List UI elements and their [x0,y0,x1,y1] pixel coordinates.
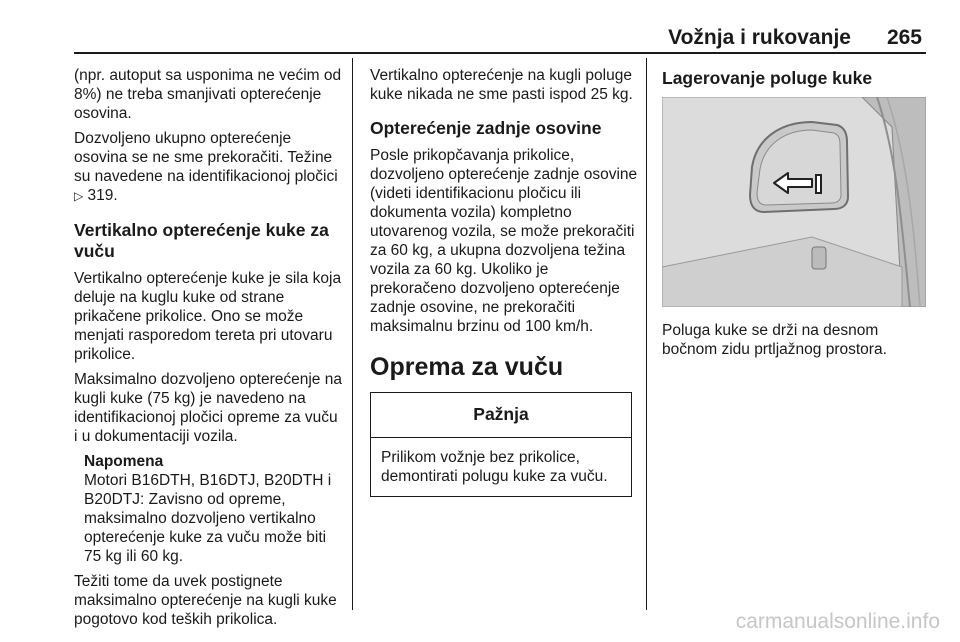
header-rule [74,52,926,54]
column-divider-2 [646,58,647,610]
triangle-arrow-icon: ▷ [74,189,84,203]
page-number: 265 [886,26,922,49]
note-title: Napomena [84,453,164,470]
watermark: carmanualsonline.info [735,610,940,633]
caution-box [370,392,632,497]
column-1 [74,66,342,635]
column-3 [662,66,928,365]
note-text: Motori B16DTH, B16DTJ, B20DTH i B20DTJ: Zavisno od opreme, maksimalno dozvoljeno vertikalno opterećenje kuke za vuču može biti 75 kg ili 60 kg. [84,472,332,565]
heading-storage: Lagerovanje poluge kuke [662,68,873,88]
section-title: Vožnja i rukovanje [668,26,851,49]
heading-vertical-load: Vertikalno opterećenje kuke za vuču [74,220,329,261]
figure-caption: Poluga kuke se drži na desnom bočnom zidu prtljažnog prostora. [662,322,887,358]
heading-towing-equipment: Oprema za vuču [370,353,564,381]
trunk-illustration-svg [662,97,926,307]
column-divider-1 [352,58,353,610]
paragraph: Vertikalno opterećenje na kugli poluge kuke nikada ne sme pasti ispod 25 kg. [370,67,633,103]
paragraph: Maksimalno dozvoljeno opterećenje na kugli kuke (75 kg) je navedeno na identifikacionoj pločici opreme za vuču i u dokumentaciji vozila. [74,371,342,445]
page-header [668,26,922,50]
caution-text: Prilikom vožnje bez prikolice, demontirati polugu kuke za vuču. [381,449,608,485]
paragraph: Posle prikopčavanja prikolice, dozvoljeno opterećenje zadnje osovine (videti identifikacionu pločicu ili dokumenta vozila) kompletno utovarenog vozila, se može prekoračiti za 60 kg, a ukupna dozvoljena težina vozila za 60 kg. Ukoliko je prekoračeno dozvoljeno opterećenje zadnje osovine, ne prekoračiti maksimalnu brzinu od 100 km/h. [370,147,638,335]
page-reference-link[interactable]: 319. [87,187,118,204]
trunk-side-panel-illustration [662,97,926,307]
note-block [84,452,342,566]
caution-title: Pažnja [371,393,631,438]
paragraph: (npr. autoput sa usponima ne većim od 8%) ne treba smanjivati opterećenje osovina. [74,67,342,122]
paragraph: Težiti tome da uvek postignete maksimalno opterećenje na kugli kuke pogotovo kod teških prikolica. [74,573,337,628]
heading-rear-axle-load: Opterećenje zadnje osovine [370,118,602,138]
column-2 [370,66,638,497]
paragraph: Vertikalno opterećenje kuke je sila koja deluje na kuglu kuke od strane prikačene prikolice. Ono se može menjati rasporedom tereta pri utovaru prikolice. [74,270,342,363]
paragraph-identification-plate: Dozvoljeno ukupno opterećenje osovina se ne sme prekoračiti. Težine su navedene na identifikacionoj pločici ▷ 319. [74,130,338,204]
